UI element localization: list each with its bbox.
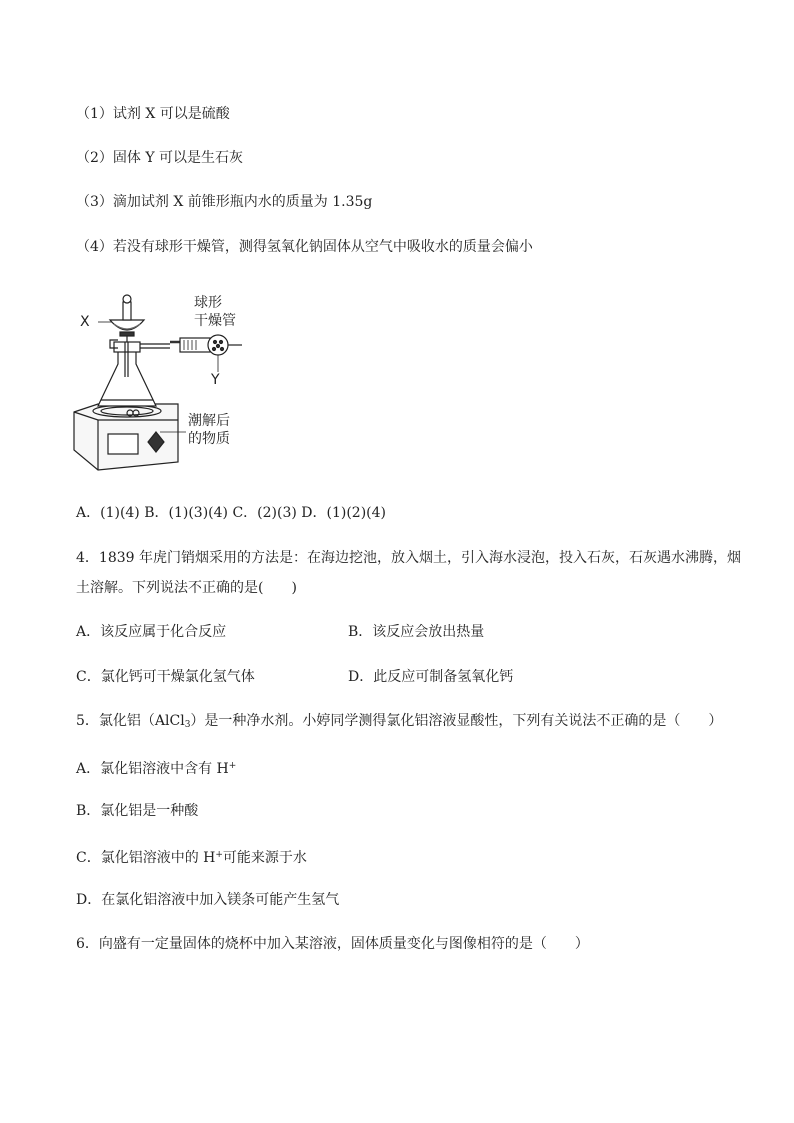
q4-option-d: D．此反应可制备氢氧化钙 (348, 669, 514, 685)
statement-1: （1）试剂 X 可以是硫酸 (76, 106, 230, 122)
statement-4: （4）若没有球形干燥管，测得氢氧化钠固体从空气中吸收水的质量会偏小 (76, 239, 533, 255)
label-y: Y (211, 372, 220, 388)
q5-option-d: D．在氯化铝溶液中加入镁条可能产生氢气 (76, 892, 340, 908)
q4-stem-line1: 4．1839 年虎门销烟采用的方法是：在海边挖池，放入烟土，引入海水浸泡，投入石灰，石灰遇水沸腾，烟 (76, 550, 741, 566)
label-drying-tube-2: 干燥管 (194, 313, 236, 329)
statement-2: （2）固体 Y 可以是生石灰 (76, 150, 244, 166)
apparatus-figure (70, 282, 260, 482)
label-substance-2: 的物质 (188, 431, 230, 447)
q5-stem: 5．氯化铝（AlCl$_3$）是一种净水剂。小婷同学测得氯化铝溶液显酸性，下列有关说法不正确的是（ ） (76, 713, 723, 730)
q6-stem: 6．向盛有一定量固体的烧杯中加入某溶液，固体质量变化与图像相符的是（ ） (76, 936, 589, 952)
label-substance-1: 潮解后 (188, 413, 230, 429)
q4-option-a: A．该反应属于化合反应 (76, 624, 227, 640)
q5-option-c: C．氯化铝溶液中的 H+可能来源于水 (76, 850, 307, 866)
label-drying-tube-1: 球形 (194, 295, 222, 311)
q5-option-b: B．氯化铝是一种酸 (76, 803, 199, 819)
label-x: X (80, 314, 90, 330)
q4-option-b: B．该反应会放出热量 (348, 624, 485, 640)
q3-options: A．(1)(4) B．(1)(3)(4) C．(2)(3) D．(1)(2)(4) (76, 505, 386, 521)
q4-option-c: C．氯化钙可干燥氯化氢气体 (76, 669, 255, 685)
q4-stem-line2: 土溶解。下列说法不正确的是( ) (76, 580, 297, 596)
statement-3: （3）滴加试剂 X 前锥形瓶内水的质量为 1.35g (76, 194, 373, 210)
q5-option-a: A．氯化铝溶液中含有 H+ (76, 761, 237, 777)
